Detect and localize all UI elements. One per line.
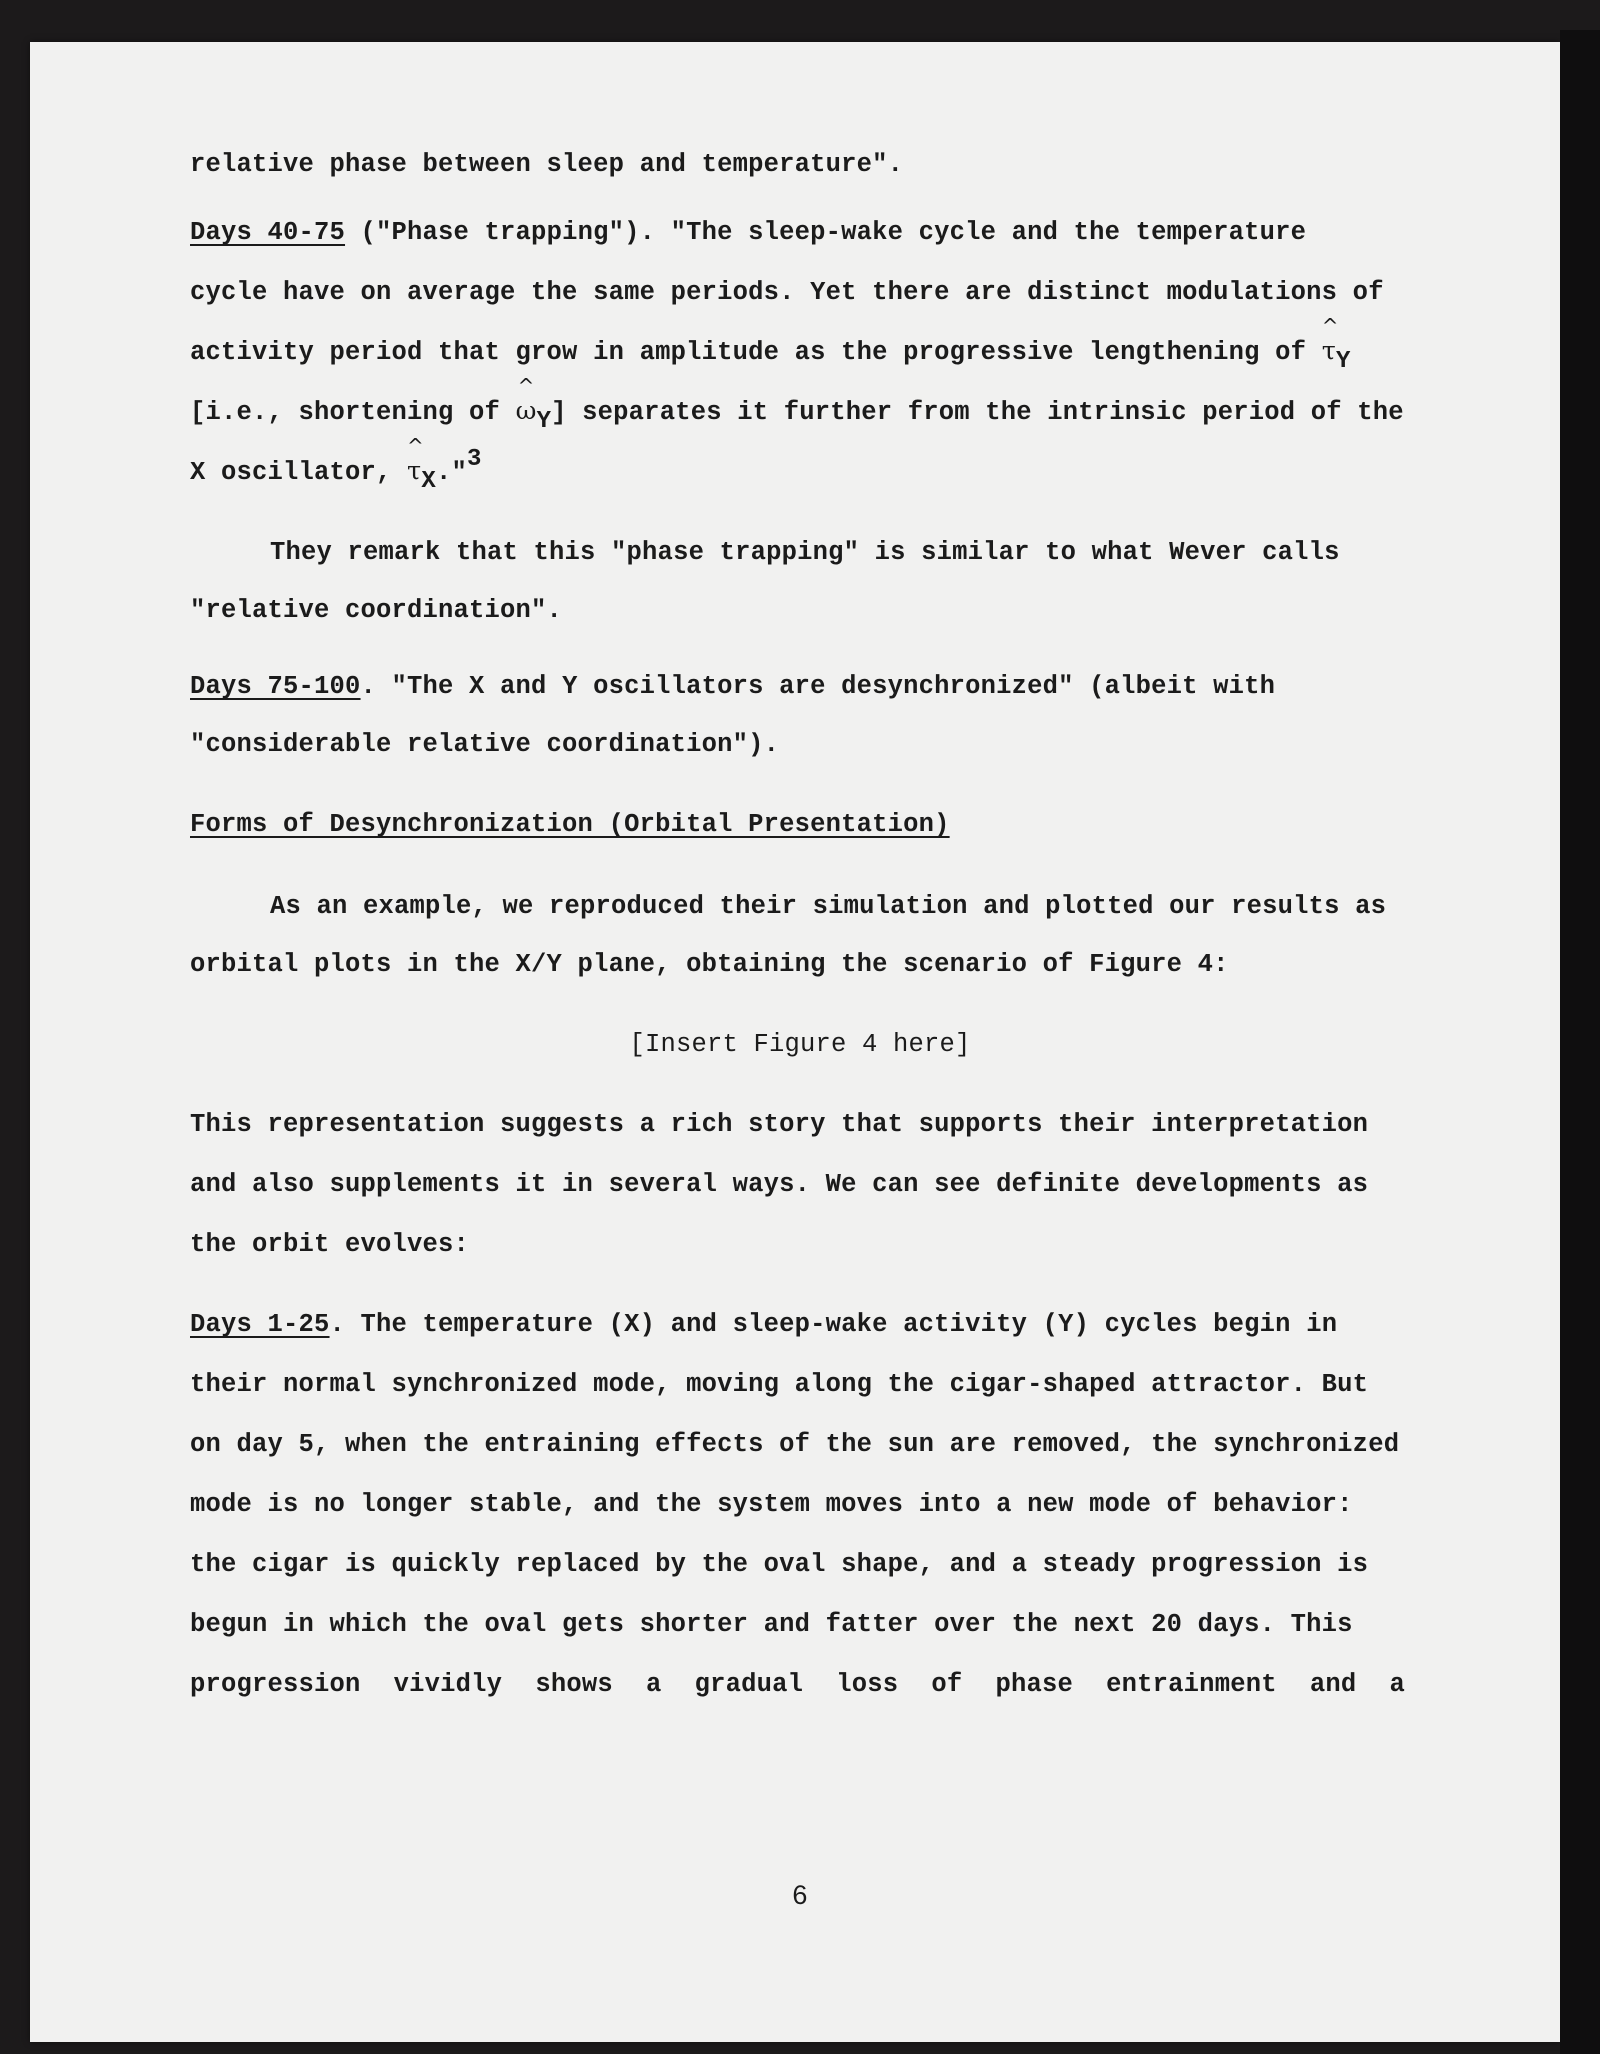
omega-y-symbol — [515, 374, 537, 426]
word: phase — [995, 1670, 1074, 1699]
text-line — [190, 1610, 1353, 1639]
word: gradual — [694, 1670, 804, 1699]
section-heading — [190, 810, 950, 839]
figure-placeholder-text: [Insert Figure 4 here] — [629, 1030, 971, 1059]
word: vividly — [393, 1670, 503, 1699]
word: and — [1309, 1670, 1357, 1699]
section-heading-text: Forms of Desynchronization (Orbital Presentation) — [190, 810, 950, 839]
word: of — [931, 1670, 963, 1699]
text: begun in which the oval gets shorter and fatter over the next 20 days. This — [190, 1610, 1353, 1639]
word: a — [645, 1670, 662, 1699]
footnote-mark: 3 — [466, 446, 482, 473]
text-line — [190, 538, 1340, 567]
text-line — [190, 1490, 1353, 1519]
text: As an example, we reproduced their simulation and plotted our results as — [270, 892, 1387, 921]
text: the orbit evolves: — [190, 1230, 470, 1259]
tau-char: τ — [407, 456, 422, 486]
text: relative phase between sleep and temperature". — [190, 150, 904, 179]
text: X oscillator, — [190, 458, 408, 487]
word: entrainment — [1106, 1670, 1277, 1699]
text: . "The X and Y oscillators are desynchronized" (albeit with — [360, 672, 1276, 701]
text: their normal synchronized mode, moving along the cigar-shaped attractor. But — [190, 1370, 1369, 1399]
text: . The temperature (X) and sleep-wake activity (Y) cycles begin in — [329, 1310, 1338, 1339]
text: ("Phase trapping"). "The sleep-wake cycle and the temperature — [345, 218, 1307, 247]
text-line — [190, 278, 1384, 307]
text: This representation suggests a rich story that supports their interpretation — [190, 1110, 1369, 1139]
text-line — [190, 672, 1275, 701]
subscript: Y — [1336, 348, 1351, 375]
text: "relative coordination". — [190, 596, 563, 625]
hat-mark: ^ — [517, 374, 535, 398]
text-line — [190, 892, 1386, 921]
text-line — [190, 314, 1351, 375]
text: "considerable relative coordination"). — [190, 730, 780, 759]
days-1-25-heading: Days 1-25 — [190, 1310, 330, 1339]
text-line-justified — [190, 1670, 1405, 1699]
omega-char: ω — [515, 396, 537, 426]
text-line — [190, 1110, 1368, 1139]
text-line — [190, 434, 482, 495]
text-line — [190, 1550, 1368, 1579]
word: progression — [190, 1670, 361, 1699]
text: the cigar is quickly replaced by the oval shape, and a steady progression is — [190, 1550, 1369, 1579]
text-line — [190, 1310, 1337, 1339]
subscript: X — [421, 468, 436, 495]
text-line — [190, 150, 903, 179]
days-75-100-heading: Days 75-100 — [190, 672, 361, 701]
text: They remark that this "phase trapping" is similar to what Wever calls — [270, 538, 1340, 567]
text: ." — [435, 458, 467, 487]
tau-char: τ — [1321, 336, 1336, 366]
text: and also supplements it in several ways. We can see definite developments as — [190, 1170, 1369, 1199]
text: cycle have on average the same periods. Yet there are distinct modulations of — [190, 278, 1384, 307]
text-line — [190, 1170, 1368, 1199]
text: mode is no longer stable, and the system moves into a new mode of behavior: — [190, 1490, 1353, 1519]
tau-x-symbol — [407, 434, 425, 486]
subscript: Y — [536, 408, 552, 435]
page-edge-shadow — [1560, 30, 1600, 2054]
hat-mark: ^ — [407, 434, 425, 458]
word: loss — [836, 1670, 899, 1699]
page-number: 6 — [792, 1880, 808, 1910]
figure-placeholder — [190, 1030, 1410, 1059]
text: orbital plots in the X/Y plane, obtaining the scenario of Figure 4: — [190, 950, 1229, 979]
word: shows — [535, 1670, 613, 1699]
tau-y-symbol — [1321, 314, 1339, 366]
days-40-75-heading: Days 40-75 — [190, 218, 346, 247]
text: on day 5, when the entraining effects of the sun are removed, the synchronized — [190, 1430, 1400, 1459]
text-line — [190, 1230, 469, 1259]
text-line — [190, 1430, 1399, 1459]
text-line — [190, 950, 1229, 979]
text-line — [190, 374, 1404, 435]
text-line — [190, 218, 1306, 247]
text-line — [190, 730, 779, 759]
text-line — [190, 1370, 1368, 1399]
text: activity period that grow in amplitude as the progressive lengthening of — [190, 338, 1322, 367]
hat-mark: ^ — [1321, 314, 1339, 338]
word: a — [1389, 1670, 1405, 1699]
text: ] separates it further from the intrinsic period of the — [551, 398, 1404, 427]
text-line — [190, 596, 562, 625]
text: [i.e., shortening of — [190, 398, 516, 427]
